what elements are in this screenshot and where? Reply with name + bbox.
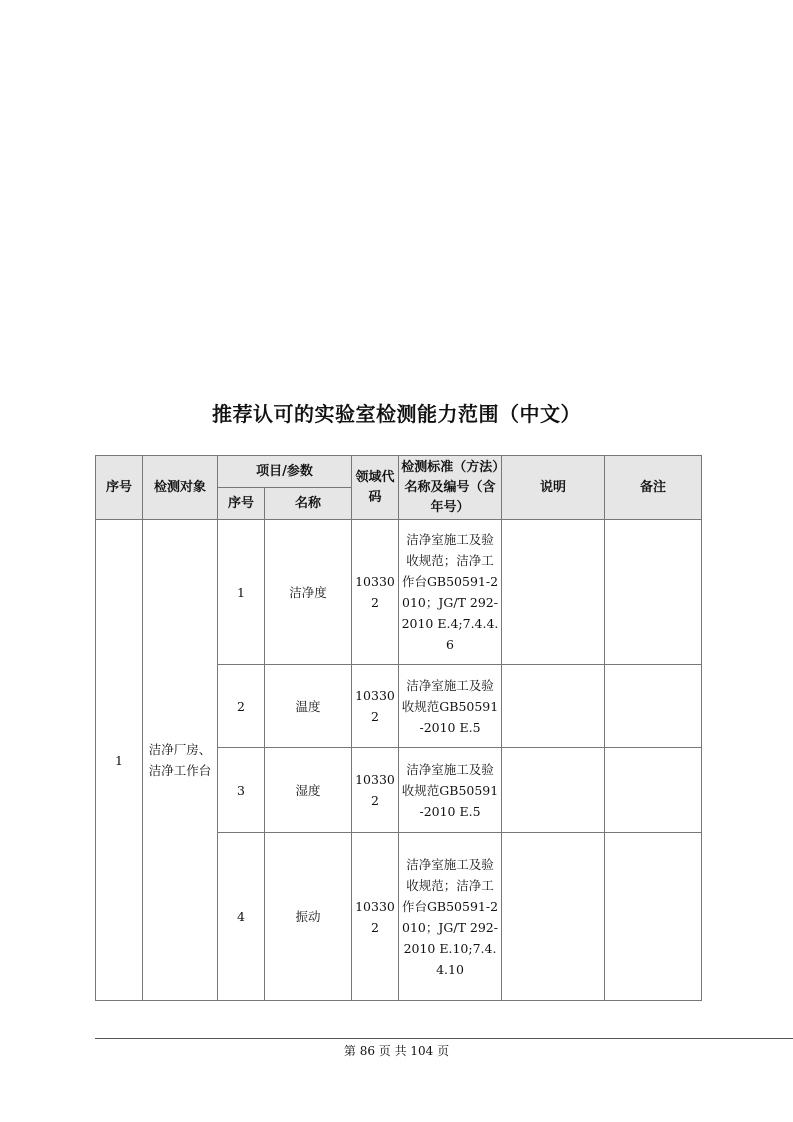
row-name: 温度 [265,665,352,748]
row-remark [605,520,702,665]
row-seq: 2 [218,665,265,748]
row-seq: 3 [218,748,265,833]
page-title: 推荐认可的实验室检测能力范围（中文） [212,402,581,426]
row-note [502,833,605,1001]
header-object: 检测对象 [143,456,218,520]
footer-divider [95,1038,793,1039]
row-note [502,748,605,833]
header-item-seq: 序号 [218,488,265,520]
row-seq: 4 [218,833,265,1001]
row-remark [605,748,702,833]
row-note [502,665,605,748]
row-code: 103302 [352,520,399,665]
row-name: 振动 [265,833,352,1001]
row-standard: 洁净室施工及验收规范GB50591-2010 E.5 [399,665,502,748]
row-name: 洁净度 [265,520,352,665]
row-note [502,520,605,665]
header-remark: 备注 [605,456,702,520]
capability-scope-table [95,455,702,1001]
header-note: 说明 [502,456,605,520]
group-seq: 1 [96,520,143,1001]
row-code: 103302 [352,665,399,748]
header-item-name: 名称 [265,488,352,520]
row-standard: 洁净室施工及验收规范GB50591-2010 E.5 [399,748,502,833]
row-code: 103302 [352,833,399,1001]
header-field-code: 领域代码 [352,456,399,520]
table-row [96,520,702,665]
row-standard: 洁净室施工及验收规范；洁净工作台GB50591-2010；JG/T 292-2010 E.10;7.4.4.10 [399,833,502,1001]
row-seq: 1 [218,520,265,665]
page-number: 第 86 页 共 104 页 [343,1044,450,1058]
table-header [96,456,702,520]
row-code: 103302 [352,748,399,833]
header-seq: 序号 [96,456,143,520]
row-name: 湿度 [265,748,352,833]
row-remark [605,665,702,748]
header-standard: 检测标准（方法）名称及编号（含年号） [399,456,502,520]
row-standard: 洁净室施工及验收规范；洁净工作台GB50591-2010；JG/T 292-2010 E.4;7.4.4.6 [399,520,502,665]
header-item-param: 项目/参数 [218,456,352,488]
group-object: 洁净厂房、洁净工作台 [143,520,218,1001]
row-remark [605,833,702,1001]
